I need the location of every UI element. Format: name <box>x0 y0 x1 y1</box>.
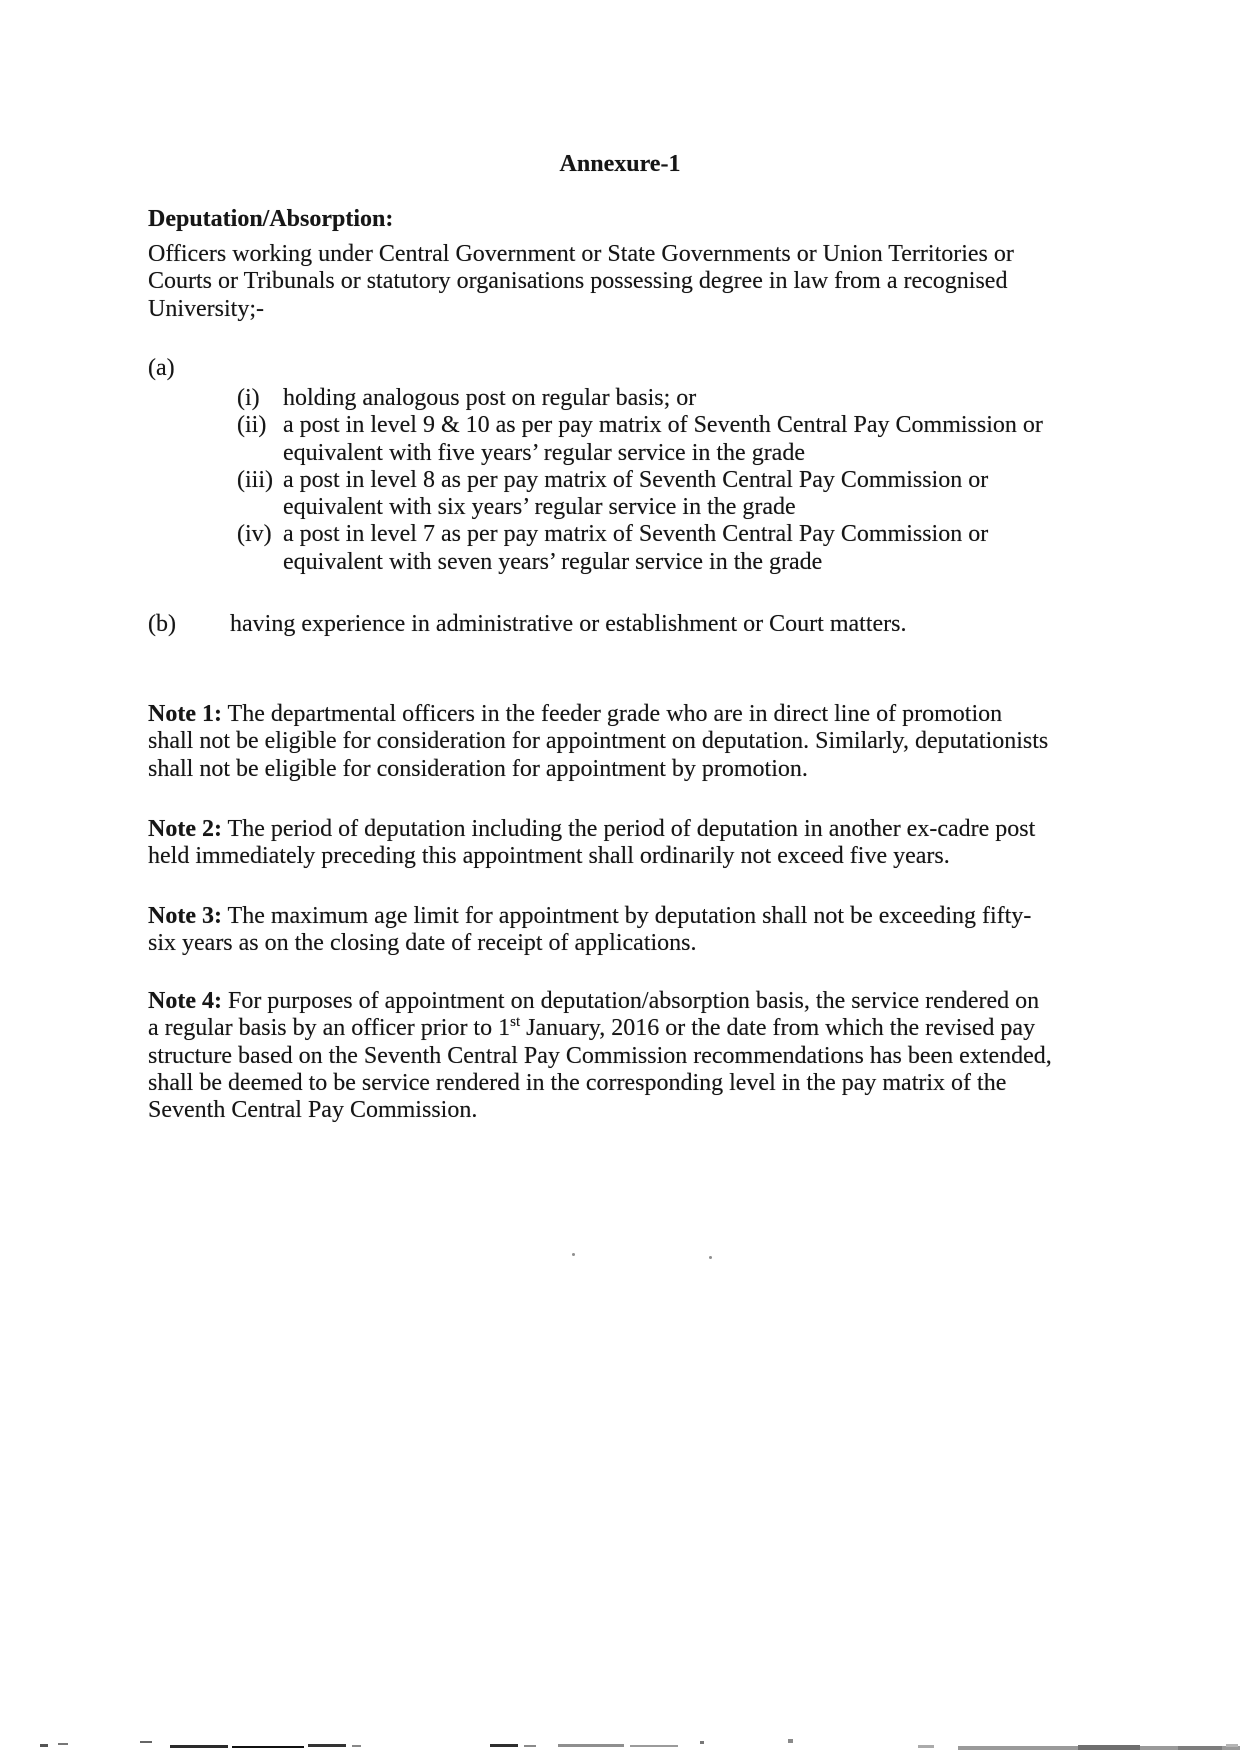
note-line: Note 1: The departmental officers in the feeder grade who are in direct line of promotion <box>148 701 1003 727</box>
noise-segment <box>1178 1746 1222 1750</box>
note <box>148 903 1031 958</box>
note <box>148 701 1048 783</box>
item-text <box>283 467 988 522</box>
noise-segment <box>58 1743 68 1745</box>
note-line: shall not be eligible for consideration for appointment on deputation. Similarly, deputationists <box>148 728 1049 755</box>
noise-segment <box>918 1745 934 1748</box>
item-line: a post in level 7 as per pay matrix of Seventh Central Pay Commission or <box>283 521 989 548</box>
section-heading: Deputation/Absorption: <box>148 206 394 232</box>
document-title: Annexure-1 <box>559 151 681 177</box>
scan-speck <box>572 1253 575 1256</box>
note-line: a regular basis by an officer prior to 1st January, 2016 or the date from which the revised pay <box>148 1014 1036 1042</box>
clause-a-roman-list <box>237 385 1043 576</box>
item-line: holding analogous post on regular basis; or <box>283 385 697 411</box>
note-line: six years as on the closing date of receipt of applications. <box>148 930 697 957</box>
item-marker: (i) <box>237 385 260 411</box>
note-label: Note 2: <box>148 816 222 842</box>
item-line: a post in level 8 as per pay matrix of Seventh Central Pay Commission or <box>283 466 989 493</box>
note-line: Note 2: The period of deputation including the period of deputation in another ex-cadre post <box>148 816 1036 842</box>
note-line: Note 4: For purposes of appointment on deputation/absorption basis, the service rendered on <box>148 988 1040 1014</box>
list-item <box>237 467 1043 522</box>
item-text <box>283 385 696 412</box>
clause-a-marker: (a) <box>148 355 175 381</box>
note-line: Seventh Central Pay Commission. <box>148 1097 478 1124</box>
item-line: a post in level 9 & 10 as per pay matrix of Seventh Central Pay Commission or <box>283 412 1043 439</box>
noise-segment <box>1078 1745 1140 1750</box>
note-line: held immediately preceding this appointment shall ordinarily not exceed five years. <box>148 843 950 870</box>
item-marker: (ii) <box>237 412 267 439</box>
clause-b-text: having experience in administrative or establishment or Court matters. <box>230 611 907 637</box>
item-marker: (iv) <box>237 521 272 548</box>
scan-speck <box>709 1256 712 1259</box>
noise-segment <box>490 1744 518 1747</box>
noise-segment <box>700 1741 704 1744</box>
superscript: st <box>510 1014 521 1031</box>
clause-b <box>148 611 906 638</box>
item-text <box>283 412 1043 467</box>
noise-segment <box>170 1745 228 1748</box>
item-text <box>283 521 988 576</box>
noise-segment <box>140 1741 152 1743</box>
item-line: equivalent with five years’ regular service in the grade <box>283 439 805 466</box>
note-line: structure based on the Seventh Central Pay Commission recommendations has been extended, <box>148 1042 1052 1069</box>
item-line: equivalent with six years’ regular service in the grade <box>283 494 796 521</box>
note-label: Note 1: <box>148 701 222 727</box>
note-line: shall be deemed to be service rendered in the corresponding level in the pay matrix of the <box>148 1069 1007 1096</box>
intro-line: University;- <box>148 295 264 322</box>
noise-segment <box>1226 1744 1238 1747</box>
noise-segment <box>630 1745 678 1747</box>
item-marker: (iii) <box>237 466 273 493</box>
note-label: Note 3: <box>148 903 222 929</box>
noise-segment <box>352 1745 361 1747</box>
list-item <box>237 412 1043 467</box>
noise-segment <box>232 1746 304 1748</box>
noise-segment <box>524 1745 536 1747</box>
noise-segment <box>788 1739 793 1743</box>
list-item <box>237 521 1043 576</box>
clause-b-marker: (b) <box>148 611 176 637</box>
noise-segment <box>558 1744 624 1747</box>
item-line: equivalent with seven years’ regular service in the grade <box>283 548 823 575</box>
noise-segment <box>40 1744 48 1747</box>
note <box>148 988 1052 1124</box>
intro-paragraph <box>148 241 1014 323</box>
intro-line: Courts or Tribunals or statutory organisations possessing degree in law from a recognised <box>148 268 1008 295</box>
note <box>148 816 1035 871</box>
intro-line: Officers working under Central Government or State Governments or Union Territories or <box>148 241 1014 267</box>
noise-segment <box>308 1744 346 1747</box>
note-line: Note 3: The maximum age limit for appointment by deputation shall not be exceeding fifty- <box>148 903 1032 929</box>
note-line: shall not be eligible for consideration for appointment by promotion. <box>148 755 808 782</box>
note-label: Note 4: <box>148 988 222 1014</box>
list-item <box>237 385 1043 412</box>
